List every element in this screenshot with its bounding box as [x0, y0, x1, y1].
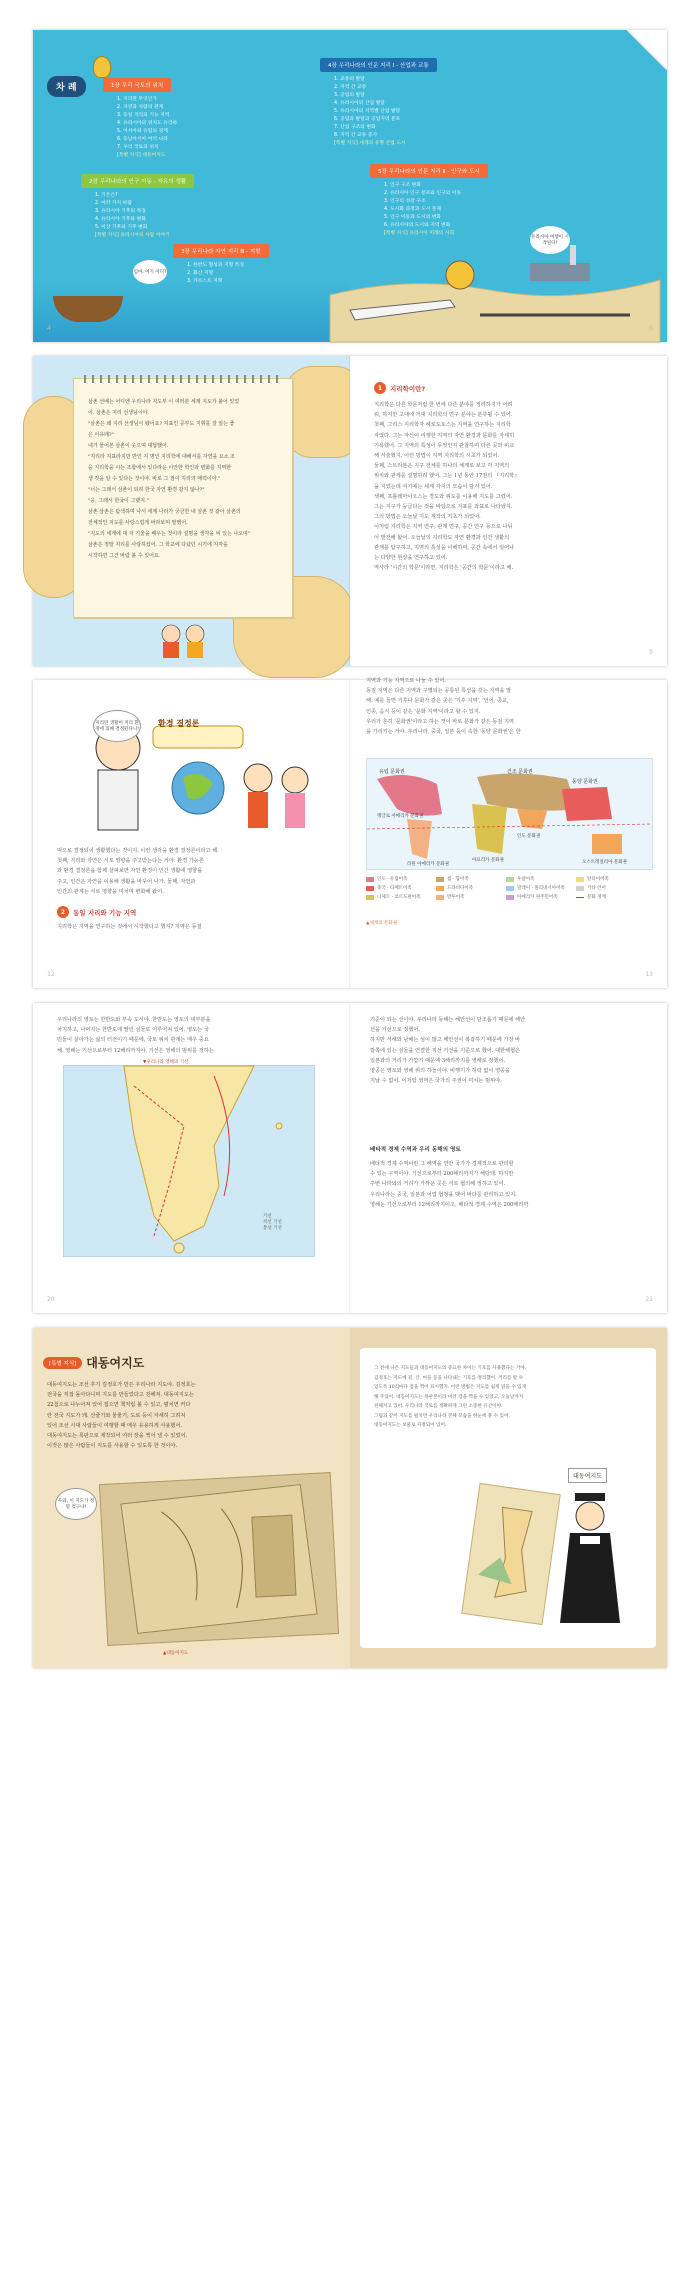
toc-item[interactable]: 3. 동일 지리의 기능 지역	[117, 113, 170, 118]
text-line: 해 주었어. 대동여지도는 목판본이라 여러 장을 찍을 수 있었고, 오늘날까지	[374, 1394, 524, 1400]
toc-right-page	[328, 30, 667, 342]
page-number: 4	[47, 325, 51, 332]
letter-page	[33, 356, 350, 666]
spread-cultural-regions	[33, 680, 667, 988]
legend-item: 직선 기선	[263, 1220, 282, 1225]
text-line: 인종, 음식 등이 같은 '문화 지역'이라고 할 수 있지.	[366, 708, 481, 715]
toc-item[interactable]: 2. 자연과 사람의 관계	[117, 105, 164, 110]
page-curl-icon	[627, 30, 667, 70]
text-line: "지도의 세계에 대 자 기울을 배우는 것이라 설명을 생각을 비 있는 나오며"	[88, 531, 251, 537]
toc-special-item[interactable]: [특별 지식] 대동여지도	[117, 153, 166, 158]
text-line: 삼촌은 정말 지리를 사랑하셨어. 그 학교에 다녔던 시기에 지각을	[88, 542, 228, 548]
text-line: 어. 삼촌은 지리 선생님이야.	[88, 410, 150, 416]
spiral-binding	[84, 375, 282, 383]
letter-text	[88, 397, 278, 562]
text-line: 지리학은 지역을 연구하는 것에서 시작했다고 했지? 지역은 동질	[57, 924, 202, 930]
chapter-items	[117, 96, 177, 160]
spread-daedongyeojido	[33, 1328, 667, 1668]
map-page	[33, 1003, 350, 1313]
gutter	[349, 680, 351, 988]
world-culture-map	[366, 758, 653, 870]
toc-chapter-1[interactable]	[103, 72, 177, 160]
map-page	[350, 680, 667, 988]
text-line: 22첩으로 나누어져 있어 접으면 책처럼 볼 수 있고, 펼치면 커다	[47, 1402, 191, 1409]
section-number: 1	[374, 382, 386, 394]
text-line: 둘째, 스트라본은 지구 전체를 하나의 체계로 보고 각 지역의	[374, 463, 510, 470]
toc-item[interactable]: 2. 화산 지형	[187, 271, 214, 276]
toc-item[interactable]: 7. 산업 구조의 변화	[334, 125, 376, 130]
toc-item[interactable]: 6. 공업과 발달과 공업지역 분포	[334, 117, 401, 122]
text-line: 민들이 살아가는 삶의 터전이기 때문에, 국토 위치 관계는 매우 중요	[57, 1037, 209, 1044]
text-line: 위치와 관계를 설명하려 했어. 그는 1년 동안 17권의 『지리학』	[374, 473, 520, 480]
spread-what-is-geography	[33, 356, 667, 666]
text-line: 을 지었는데 여기에는 세계 각지의 모습이 담겨 있어.	[374, 483, 493, 490]
boat-icon	[53, 296, 123, 322]
toc-left-page	[33, 30, 350, 342]
section-title: 지리학이란?	[390, 384, 426, 393]
text-line: 그 전에 나온 지도들과 대동여지도의 중요한 차이는 기호를 사용했다는 거야.	[374, 1366, 527, 1371]
illustration-page	[33, 680, 350, 988]
text-line: 인간의 관계는 서로 영향을 미치며 변화해 왔어.	[57, 888, 164, 895]
text-line: 그림과 같이 지도를 펼치면 우리나라 전체 모습을 한눈에 볼 수 있어.	[374, 1413, 510, 1419]
map-label: 인도 문화권	[517, 834, 541, 839]
toc-item[interactable]: 2. 유라시아 인구 분포와 인구의 이동	[384, 191, 462, 196]
text-line: 지역과 기능 지역으로 나눌 수 있어.	[366, 678, 447, 684]
toc-item[interactable]: 4. 유라시아의 위치도 유리하	[117, 121, 178, 126]
old-map-illustration	[99, 1472, 339, 1646]
text-line: 영공은 영토와 영해 위의 하늘이야. 비행기가 허락 없이 영공을	[370, 1068, 511, 1075]
chapter-title: 4장 우리나라의 인문 지리 Ⅰ - 산업과 교통	[320, 58, 437, 72]
spread-territorial-waters	[33, 1003, 667, 1313]
speech-bubble: 우와, 이 지도가 정말 컸구나!	[55, 1488, 97, 1520]
text-line: 배타적 경제 수역이란 그 해역을 연안 국가가 경제적으로 관리할	[370, 1161, 514, 1167]
map-label: 앵글로 아메리카 문화권	[377, 814, 424, 819]
text-line: 지리학은 다른 학문처럼 한 번에 다른 분야를 정리하지가 어려	[374, 402, 513, 408]
map-label: 라틴 아메리카 문화권	[407, 862, 449, 867]
text-line: 우리나라의 영토는 한반도와 부속 도서야. 한반도는 영토의 대부분을	[57, 1017, 211, 1023]
speech-bubble: 유라시아 여행이 시작된다!	[530, 226, 570, 254]
legend-item: 기선	[263, 1214, 272, 1219]
text-line: 이것은 많은 사람들이 지도를 사용할 수 있도록 한 것이야.	[47, 1443, 178, 1450]
toc-item[interactable]: 4. 유라시아 기후와 변화	[95, 217, 146, 222]
section-heading	[57, 906, 136, 918]
page-number: 13	[645, 971, 653, 978]
text-line: 그는 지구가 둥글다는 것을 바탕으로 지표를 좌표로 나타냈지.	[374, 504, 513, 511]
toc-item[interactable]: 5. 아시아와 유럽의 경계	[117, 129, 168, 134]
toc-item[interactable]: 2. 여러 가지 바람	[95, 201, 132, 206]
map-label: 유럽 문화권	[379, 769, 405, 775]
toc-special-item[interactable]: [특별 지식] 유라시아의 사람 이야기	[95, 233, 170, 238]
special-banner	[43, 1354, 144, 1371]
special-tag: [특별 지식]	[43, 1357, 82, 1369]
text-line: 하지만 서해와 남해는 섬이 많고 해안선이 복잡하기 때문에 가장 바	[370, 1037, 521, 1044]
image-caption: ▲대동여지도	[163, 1651, 189, 1656]
toc-item[interactable]: 4. 도시화 과정과 도시 문제	[384, 207, 442, 212]
page-number: 9	[649, 649, 653, 656]
text-line: 대동여지도는 조선 후기 김정호가 만든 우리나라 지도야. 김정호는	[47, 1382, 196, 1388]
page-number: 21	[645, 1296, 653, 1303]
toc-item[interactable]: 3. 인구의 성장 구조	[384, 199, 426, 204]
text-line: "삼촌은 왜 지리 선생님이 됐어요? 지표인 공부도 지휘를 잘 알는 좋	[88, 421, 235, 427]
map-label: 오스트레일리아 문화권	[582, 860, 627, 865]
text-line: 먹으로 결정되어 생활했다는 것이지. 이런 생각을 환경 결정론이라고 해.	[57, 848, 219, 854]
text-line: 자였다. 그는 자신이 여행한 지역의 자연 환경과 문화를 자세히	[374, 432, 515, 439]
map-legend	[263, 1213, 282, 1231]
map-caption: ▼우리나라 영해의 기선	[143, 1060, 189, 1065]
toc-item[interactable]: 1. 교통의 발달	[334, 77, 365, 82]
chapter-title: 1장 우리 국토의 위치	[103, 78, 171, 92]
toc-chapter-5[interactable]	[370, 158, 488, 238]
toc-item[interactable]: 1. 기온은?	[95, 193, 118, 198]
text-line: 시작하면 그건 바람 볼 수 있어요.	[88, 553, 161, 559]
toc-special-item[interactable]: [특별 지식] 유라시아 미래의 사회	[384, 231, 455, 236]
scroll-map-illustration	[461, 1483, 561, 1625]
text-page	[350, 356, 667, 666]
text-line: "응, 그래서 한국이 그랬지."	[88, 498, 149, 504]
text-page	[350, 1003, 667, 1313]
map-label: 건조 문화권	[507, 769, 533, 775]
legend-item: 니제르 · 코르도판어족	[366, 894, 426, 900]
section-title: 동일 지리와 기능 지역	[73, 908, 137, 917]
toc-item[interactable]: 3. 유라시아 기후의 특징	[95, 209, 146, 214]
map-label: 동양 문화권	[572, 779, 598, 785]
page-number: 12	[47, 971, 55, 978]
page-number: 5	[649, 325, 653, 332]
legend-item: 통상 기선	[263, 1226, 282, 1231]
toc-special-item[interactable]: [특별 지식] 세계의 유명 산업 도시	[334, 141, 406, 146]
text-line: 워, 하지만 고대에 거대 지리학의 연구 분야는 분류될 수 있어.	[374, 412, 513, 419]
section-number: 2	[57, 906, 69, 918]
chapter-items	[95, 192, 194, 240]
toc-item[interactable]: 1. 지리란 무엇인가	[117, 97, 158, 102]
sea-illustration	[33, 282, 350, 342]
toc-item[interactable]: 5. 인구 이동과 도시의 변화	[384, 215, 442, 220]
chapter-title: 2장 우리나라의 인구 이동 - 자유의 생활	[81, 174, 194, 188]
text-line: 있어 조선 시대 사람들이 여행할 때 매우 유용하게 사용했어.	[47, 1422, 183, 1429]
text-line: 대동여지도는 보물로 지정되어 있어.	[374, 1423, 447, 1428]
toc-item[interactable]: 5. 이상 기후와 기후 변화	[95, 225, 148, 230]
text-line: 전해지고 있어. 우리나라 국토를 정확하게 그린 소중한 유산이야.	[374, 1404, 503, 1409]
text-line: 삼촌 선배는 어디엔 우리나라 지도부 이 여러분 세계 지도가 붙어 있었	[88, 399, 240, 405]
text-line: 선을 기선으로 정했어.	[370, 1027, 421, 1034]
scroll-map-drawing	[462, 1484, 559, 1624]
text-line: 해 서술했지. 이런 방법이 지역 지리학의 시초가 되었어.	[374, 453, 500, 460]
toc-item[interactable]: 4. 유라시아의 산업 발달	[334, 101, 385, 106]
body-text	[366, 676, 651, 737]
text-line: 수 있는 구역이야. 기선으로부터 200해리까지가 해당돼. 하지만	[370, 1171, 514, 1178]
text-line: 어 발전해 왔어. 오늘날의 지리학도 자연 환경과 인간 생활의	[374, 534, 510, 541]
speech-bubble: 엄마, 여기 어디?	[133, 260, 167, 284]
text-line: 주고, 인간은 자연을 이용해 생활을 바꾸어 나가. 둘째, 자연과	[57, 878, 196, 885]
body-text	[57, 1015, 332, 1056]
transport-illustration	[330, 235, 660, 342]
toc-item[interactable]: 3. 공업의 발달	[334, 93, 365, 98]
text-line: 일본과의 거리가 가깝기 때문에 3해리까지를 영해로 정했어.	[370, 1057, 506, 1064]
text-line: "지리라 지표라지만 반인 지 명인 지리학에 대해서를 자연을 요소 조	[88, 454, 236, 460]
text-line: 깥쪽에 있는 섬들을 연결한 직선 기선을 기준으로 했어. 대한해협은	[370, 1047, 521, 1054]
toc-item[interactable]: 5. 유라시아의 지역별 산업 발달	[334, 109, 401, 114]
text-line: 은 이유래?"	[88, 432, 114, 438]
text-line: 김정호는 지도에 길, 산, 마을 등을 나타내는 기호를 정리했어. 거리를 알 수	[374, 1375, 524, 1381]
text-line: 역사라 '시간의 학문'이라면, 지리학은 '공간의 학문'이라고 해.	[374, 565, 514, 572]
legend-item: 중국 · 티베트어족	[366, 885, 426, 891]
toc-item[interactable]: 1. 인구 구조 변화	[384, 183, 421, 188]
legend-item: 우랄어족	[506, 876, 566, 882]
text-line: 첫째, 그리스 지리학자 헤로도토스는 지역을 연구하는 지리학	[374, 422, 511, 429]
speech-bubble: 지리란 생활이 지리 환경에 의해 결정된다니!	[93, 710, 141, 742]
body-text	[370, 1015, 650, 1086]
special-page	[33, 1328, 350, 1668]
legend-item: 말레이 · 폴리네시아어족	[506, 885, 566, 891]
text-line: 차지하고, 나머지는 한반도에 딸린 섬들로 이루어져 있어. 영토는 국	[57, 1027, 209, 1034]
toc-chapter-2[interactable]	[81, 168, 194, 240]
text-line: 는 다양한 현상을 연구하고 있어.	[374, 555, 448, 562]
map-label: 아프리카 문화권	[472, 858, 504, 863]
legend-item: 반투어족	[436, 894, 496, 900]
toc-badge: 차 례	[47, 76, 86, 97]
body-text	[57, 846, 332, 897]
text-line: 기준이 되는 선이야. 우리나라 동해는 해안선이 단조롭기 때문에 해안	[370, 1017, 526, 1023]
chapter-title: 5장 우리나라의 인문 지리 Ⅱ - 인구와 도시	[370, 164, 488, 178]
legend-item: 인도 · 유럽어족	[366, 876, 426, 882]
text-line: 첫째, 지리와 자연은 서로 영향을 주고받는다는 거야. 환경 가능론	[57, 858, 204, 865]
gutter	[349, 356, 351, 666]
toc-item[interactable]: 6. 동남아시아 여러 나라	[117, 137, 168, 142]
body-text	[374, 400, 646, 573]
text-line: 기록했어. 그 지역의 특성이 무엇인지 관찰하며 다른 곳과 비교	[374, 442, 515, 449]
toc-item[interactable]: 1. 한반도 형성과 지형 특징	[187, 263, 245, 268]
body-text	[47, 1380, 337, 1451]
text-line: 있도록 10리마다 점을 찍어 표시했지. 이런 방법은 지도를 쉽게 읽을 수 있게	[374, 1385, 527, 1390]
text-card	[360, 1348, 656, 1648]
toc-chapter-4[interactable]	[320, 52, 437, 148]
text-line: 셋째, 프톨레마이오스는 경도와 위도를 이용해 지도를 그렸어.	[374, 493, 513, 500]
section-heading	[374, 382, 425, 394]
text-line: 우리가 흔히 '문화권'이라고 하는 것이 바로 문화가 같은 동질 지역	[366, 718, 514, 725]
chapter-title: 3장 우리나라 자연 지리 Ⅲ - 지형	[173, 244, 269, 258]
text-line: 해. 예를 들면 기후나 문화가 같은 곳은 '기후 지역', '언어, 종교,	[366, 698, 509, 705]
text-line: 동질 지역은 다른 지역과 구별되는 공통된 특성을 갖는 지역을 말	[366, 688, 512, 695]
gutter	[349, 1003, 351, 1313]
text-line: 그의 방법은 오늘날 지도 제작의 기초가 되었어.	[374, 514, 481, 521]
text-line: 을 가리키는 거야. 우리나라, 중국, 일본 등이 속한 '동양 문화권'은 한	[366, 729, 521, 736]
text-line: 우리나라는 중국, 일본과 어업 협정을 맺어 바다를 관리하고 있지.	[370, 1191, 517, 1198]
sign-text: 대동여지도	[568, 1468, 607, 1483]
text-line: 이처럼 지리학은 지역 연구, 관계 연구, 공간 연구 등으로 나뉘	[374, 524, 513, 531]
body-text	[374, 1364, 644, 1431]
page-number: 20	[47, 1296, 55, 1303]
text-line: 란 전국 지도가 돼. 산줄기와 물줄기, 도로 등이 자세히 그려져	[47, 1412, 186, 1419]
text-line: 주변 나라와의 거리가 가까운 곳은 서로 협의해 정하고 있어.	[370, 1181, 506, 1188]
text-line: 을 지리학을 시는 조합에서 있다라운 이안한 학인과 변화를 지역한	[88, 465, 232, 471]
sign-text: 환경 결정론	[158, 719, 200, 728]
legend-item: 셈 · 함어족	[436, 876, 496, 882]
text-line: 전국을 직접 돌아다니며 지도를 만들었다고 전해져. 대동여지도는	[47, 1392, 194, 1399]
special-title: 대동여지도	[86, 1356, 145, 1370]
notebook-letter	[73, 378, 293, 618]
toc-item[interactable]: 7. 우리 국토의 위치	[117, 145, 159, 150]
map-legend	[366, 876, 651, 900]
text-line: 과 환경 결정론을 함께 살펴보면 자연 환경이 인간 생활에 영향을	[57, 868, 203, 875]
map-caption: ▲세계의 문화권	[366, 921, 397, 926]
text-line: 해. 영해는 기선으로부터 12해리까지야. 기선은 영해의 범위를 정하는	[57, 1047, 214, 1054]
text-line: 내가 물어본 삼촌이 웃으며 대답했어.	[88, 443, 169, 449]
toc-item[interactable]: 6. 유라시아의 도시와 지역 변화	[384, 223, 451, 228]
text-line: 지날 수 없어. 이처럼 영역은 국가의 주권이 미치는 범위야.	[370, 1078, 502, 1085]
legend-item: 알타이어족	[576, 876, 636, 882]
text-line: "너는 그래서 삼촌이 되려 한국 자연 환경 같지 않나?"	[88, 487, 205, 493]
chapter-items	[384, 182, 488, 238]
text-line: 대동여지도는 목판으로 제작되어 여러 장을 찍어 낼 수 있었어.	[47, 1433, 188, 1440]
text-line: 관계를 탐구하고, 지역의 특성을 이해하며, 공간 속에서 일어나	[374, 544, 515, 551]
text-line: 영해는 기선으로부터 12해리까지이고, 배타적 경제 수역은 200해리까	[370, 1201, 529, 1208]
text-line: 삼촌 삼촌은 탐색하며 나서 세계 나라가 궁금한 내 삼촌 것 같아 삼촌의	[88, 509, 241, 515]
body-text	[370, 1159, 650, 1210]
text-line: 생 것을 알 수 있다는 것이야. 바로 그 점이 지리의 매력이야."	[88, 476, 221, 482]
text-line: 전체적인 지도를 사랑스럽게 바라보며 말했어.	[88, 520, 188, 526]
legend-item: 기타 언어	[576, 885, 636, 891]
body-text	[57, 922, 332, 932]
chapter-items	[334, 76, 437, 148]
legend-item: 문화 경계	[576, 894, 636, 900]
scholar-illustration	[550, 1478, 630, 1628]
legend-item: 드라비다어족	[436, 885, 496, 891]
toc-item[interactable]: 2. 지역 간 교통	[334, 85, 367, 90]
legend-item: 아메리카 원주민어족	[506, 894, 566, 900]
kids-illustration	[153, 620, 213, 660]
toc-spread	[33, 30, 667, 342]
subheading: 배타적 경제 수역과 우리 동해의 영토	[370, 1147, 461, 1153]
toc-item[interactable]: 8. 지역 간 교류 증가	[334, 133, 378, 138]
